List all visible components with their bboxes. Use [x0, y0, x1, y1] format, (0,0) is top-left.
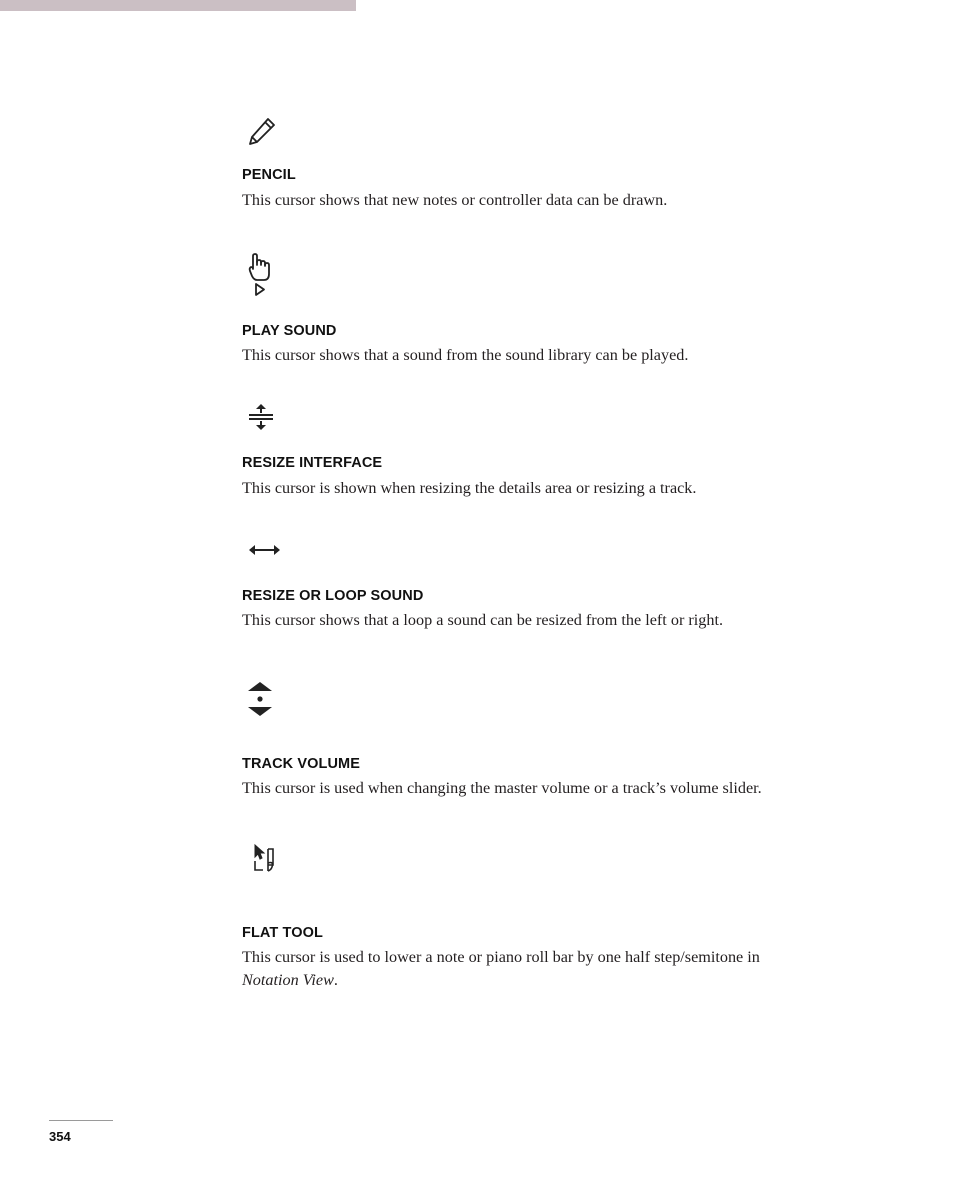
notation-view-term: Notation View — [242, 971, 334, 989]
entry-description-resize-loop-sound: This cursor shows that a loop a sound can be resized from the left or right. — [242, 611, 724, 629]
entry-title-play-sound: PLAY SOUND — [242, 323, 337, 339]
page-number: 354 — [49, 1129, 71, 1144]
entry-description-resize-interface: This cursor is shown when resizing the details area or resizing a track. — [242, 479, 697, 497]
play-sound-hand-icon — [248, 252, 280, 300]
entry-description-track-volume: This cursor is used when changing the master volume or a track’s volume slider. — [242, 779, 762, 797]
flat-tool-description-text: This cursor is used to lower a note or piano roll bar by one half step/semitone in — [242, 948, 760, 966]
entry-title-pencil: PENCIL — [242, 167, 296, 183]
entry-description-play-sound: This cursor shows that a sound from the sound library can be played. — [242, 346, 689, 364]
flat-tool-icon — [251, 843, 279, 875]
footer-rule — [49, 1120, 113, 1121]
entry-title-resize-interface: RESIZE INTERFACE — [242, 455, 383, 471]
entry-description-flat-tool — [242, 946, 842, 992]
flat-tool-description-end: . — [333, 971, 338, 989]
pencil-icon — [246, 115, 278, 147]
top-color-bar — [0, 0, 356, 11]
entry-title-resize-loop-sound: RESIZE OR LOOP SOUND — [242, 588, 424, 604]
entry-title-track-volume: TRACK VOLUME — [242, 756, 360, 772]
entry-title-flat-tool: FLAT TOOL — [242, 925, 323, 941]
resize-loop-arrows-icon — [248, 542, 282, 558]
track-volume-icon — [246, 680, 274, 720]
entry-description-pencil: This cursor shows that new notes or controller data can be drawn. — [242, 191, 668, 209]
resize-interface-icon — [247, 403, 275, 431]
